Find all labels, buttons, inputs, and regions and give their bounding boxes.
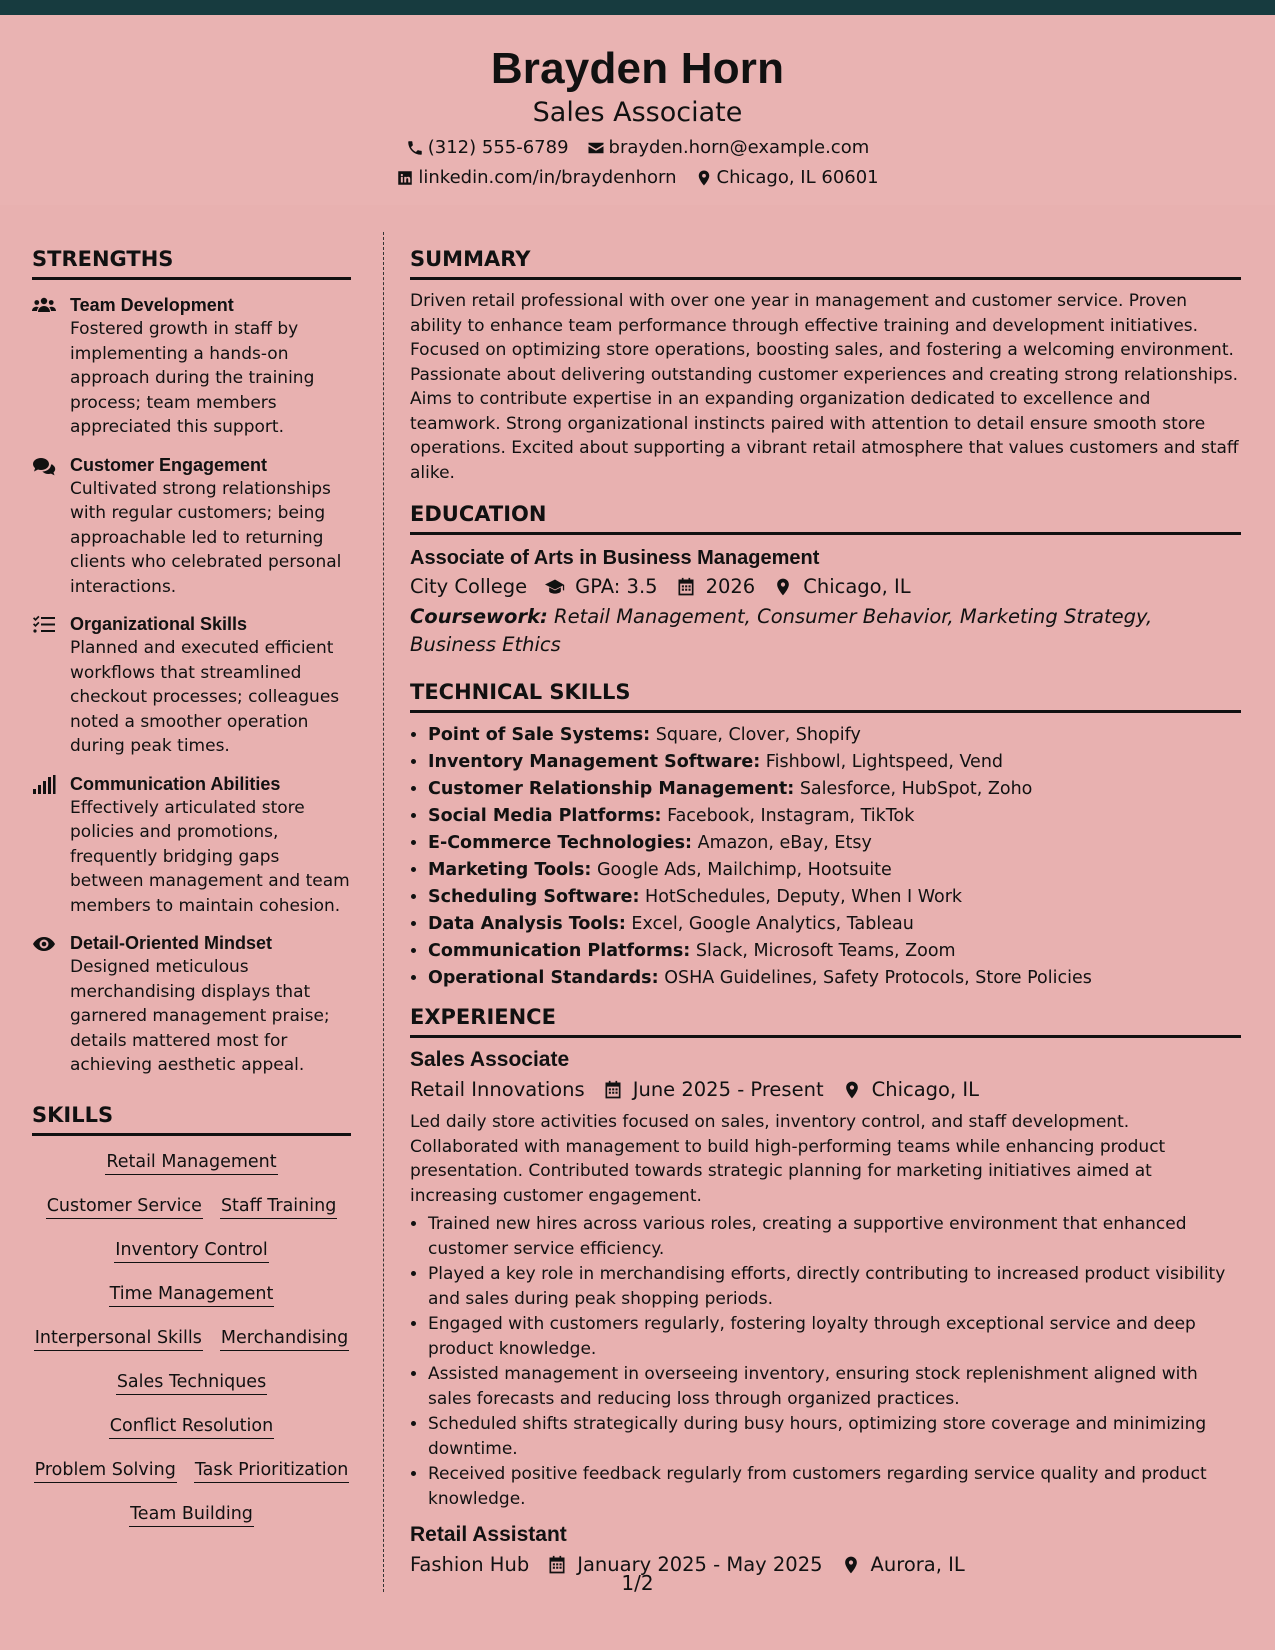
- strength-title: Team Development: [70, 295, 234, 315]
- graduation-year: 2026: [705, 575, 756, 598]
- users-icon: [32, 296, 56, 316]
- coursework: [410, 603, 1241, 659]
- skill-tag: Merchandising: [220, 1326, 349, 1351]
- strength-description: Effectively articulated store policies and promotions, frequently bridging gaps between management and team members to maintain cohesion.: [70, 797, 350, 916]
- skill-tag: Time Management: [109, 1282, 275, 1307]
- education-heading: EDUCATION: [410, 501, 1241, 535]
- skills-heading: SKILLS: [32, 1102, 351, 1136]
- map-pin-icon: [842, 1080, 862, 1100]
- phone-icon: [406, 139, 424, 157]
- job-location: Aurora, IL: [870, 1553, 965, 1576]
- skill-tag: Task Prioritization: [194, 1458, 350, 1483]
- map-pin-icon: [695, 169, 713, 187]
- strength-title: Detail-Oriented Mindset: [70, 933, 273, 953]
- skills-list: [32, 1150, 351, 1527]
- graduation-cap-icon: [545, 577, 565, 597]
- list-item: • Scheduling Software: HotSchedules, Deputy, When I Work: [428, 884, 1241, 911]
- technical-skills-list: [410, 722, 1241, 992]
- list-item: • Scheduled shifts strategically during busy hours, optimizing store coverage and minimizing downtime.: [428, 1412, 1241, 1461]
- job-bullets: [410, 1212, 1241, 1511]
- skill-tag: Sales Techniques: [116, 1370, 267, 1395]
- column-divider: [383, 232, 384, 1592]
- list-item: • Engaged with customers regularly, fostering loyalty through exceptional service and deep product knowledge.: [428, 1312, 1241, 1361]
- page-number: 1/2: [621, 1571, 654, 1595]
- strength-description: Designed meticulous merchandising displays that garnered management praise; details mattered most for achieving aesthetic appeal.: [70, 957, 330, 1075]
- contact-row-2: [0, 167, 1275, 189]
- right-column: [410, 246, 1241, 1579]
- skill-tag: Interpersonal Skills: [34, 1326, 203, 1351]
- list-check-icon: [32, 615, 56, 635]
- job-summary: Led daily store activities focused on sales, inventory control, and staff development. Collaborated with management to build high-performing teams while enhancing product presentation. Contributed towards strategic planning for marketing initiatives aimed at increasing customer engagement.: [410, 1112, 1166, 1206]
- list-item: • Point of Sale Systems: Square, Clover, Shopify: [428, 722, 1241, 749]
- resume-header: [0, 15, 1275, 205]
- calendar-icon: [603, 1080, 623, 1100]
- strength-item: [32, 294, 351, 440]
- list-item: • Received positive feedback regularly from customers regarding service quality and product knowledge.: [428, 1462, 1241, 1511]
- company-name: Fashion Hub: [410, 1553, 530, 1576]
- email-contact[interactable]: [587, 137, 870, 159]
- list-item: • Data Analysis Tools: Excel, Google Analytics, Tableau: [428, 911, 1241, 938]
- linkedin-contact[interactable]: [396, 167, 676, 189]
- strengths-heading: STRENGTHS: [32, 246, 351, 280]
- comments-icon: [32, 456, 56, 476]
- skill-tag: Retail Management: [105, 1150, 277, 1175]
- eye-icon: [32, 934, 56, 954]
- job-role: Retail Assistant: [410, 1523, 567, 1546]
- list-item: • Inventory Management Software: Fishbowl, Lightspeed, Vend: [428, 749, 1241, 776]
- top-accent-bar: [0, 0, 1275, 15]
- strength-description: Planned and executed efficient workflows that streamlined checkout processes; colleagues noted a smoother operation during peak times.: [70, 638, 340, 756]
- phone-contact[interactable]: [406, 137, 569, 159]
- location-text: Chicago, IL 60601: [716, 167, 879, 188]
- list-item: • Trained new hires across various roles, creating a supportive environment that enhanced customer service efficiency.: [428, 1212, 1241, 1261]
- linkedin-text: linkedin.com/in/braydenhorn: [418, 167, 677, 188]
- degree-title: Associate of Arts in Business Management: [410, 547, 820, 569]
- company-name: Retail Innovations: [410, 1078, 585, 1101]
- job-dates: January 2025 - May 2025: [577, 1553, 823, 1576]
- strength-item: [32, 454, 351, 600]
- experience-heading: EXPERIENCE: [410, 1004, 1241, 1038]
- skill-tag: Conflict Resolution: [109, 1414, 274, 1439]
- gpa-text: GPA: 3.5: [575, 575, 658, 598]
- left-column: [32, 246, 351, 1546]
- strength-title: Communication Abilities: [70, 773, 281, 794]
- strength-title: Organizational Skills: [70, 614, 248, 634]
- skill-tag: Problem Solving: [34, 1458, 177, 1483]
- job-role: Sales Associate: [410, 1048, 570, 1071]
- education-meta: [410, 573, 1241, 601]
- coursework-list: Retail Management, Consumer Behavior, Marketing Strategy, Business Ethics: [410, 605, 1153, 656]
- list-item: • Social Media Platforms: Facebook, Instagram, TikTok: [428, 803, 1241, 830]
- strength-description: Fostered growth in staff by implementing a hands-on approach during the training process; team members appreciated this support.: [70, 319, 315, 437]
- strength-title: Customer Engagement: [70, 454, 268, 475]
- strength-item: [32, 773, 351, 919]
- job-location: Chicago, IL: [871, 1078, 979, 1101]
- strength-item: [32, 932, 351, 1078]
- signal-bars-icon: [32, 775, 56, 795]
- contact-row-1: [0, 137, 1275, 159]
- skill-tag: Inventory Control: [114, 1238, 268, 1263]
- candidate-title: Sales Associate: [532, 97, 743, 128]
- email-text: brayden.horn@example.com: [608, 137, 870, 158]
- list-item: • Customer Relationship Management: Salesforce, HubSpot, Zoho: [428, 776, 1241, 803]
- list-item: • Communication Platforms: Slack, Microsoft Teams, Zoom: [428, 938, 1241, 965]
- school-name: City College: [410, 575, 528, 598]
- list-item: • Marketing Tools: Google Ads, Mailchimp, Hootsuite: [428, 857, 1241, 884]
- skill-tag: Staff Training: [220, 1194, 337, 1219]
- list-item: • Assisted management in overseeing inventory, ensuring stock replenishment aligned with sales forecasts and reducing loss through organized practices.: [428, 1362, 1241, 1411]
- candidate-name: Brayden Horn: [490, 44, 785, 93]
- coursework-label: Coursework:: [410, 605, 548, 628]
- job-meta: [410, 1076, 1241, 1104]
- skill-tag: Customer Service: [46, 1194, 203, 1219]
- location-contact: [695, 167, 879, 189]
- list-item: • E-Commerce Technologies: Amazon, eBay, Etsy: [428, 830, 1241, 857]
- job-dates: June 2025 - Present: [632, 1078, 824, 1101]
- summary-text: Driven retail professional with over one year in management and customer service. Proven ability to enhance team performance through effective training and development initiatives. Focused on optimizing store operations, boosting sales, and fostering a welcoming environment. Passionate about delivering outstanding customer experiences and creating strong relationships. Aims to contribute expertise in an expanding organization dedicated to excellence and teamwork. Strong organizational instincts paired with attention to detail ensure smooth store operations. Excited about supporting a vibrant retail atmosphere that values customers and staff alike.: [410, 291, 1239, 483]
- linkedin-icon: [396, 169, 414, 187]
- phone-text: (312) 555-6789: [427, 137, 569, 158]
- list-item: • Operational Standards: OSHA Guidelines, Safety Protocols, Store Policies: [428, 965, 1241, 992]
- envelope-icon: [587, 139, 605, 157]
- strength-item: [32, 613, 351, 759]
- list-item: • Played a key role in merchandising efforts, directly contributing to increased product visibility and sales during peak shopping periods.: [428, 1262, 1241, 1311]
- strength-description: Cultivated strong relationships with regular customers; being approachable led to returning clients who celebrated personal interactions.: [70, 478, 342, 597]
- map-pin-icon: [773, 577, 793, 597]
- summary-heading: SUMMARY: [410, 246, 1241, 280]
- technical-skills-heading: TECHNICAL SKILLS: [410, 679, 1241, 713]
- calendar-icon: [676, 577, 696, 597]
- school-location: Chicago, IL: [803, 575, 911, 598]
- skill-tag: Team Building: [129, 1502, 254, 1527]
